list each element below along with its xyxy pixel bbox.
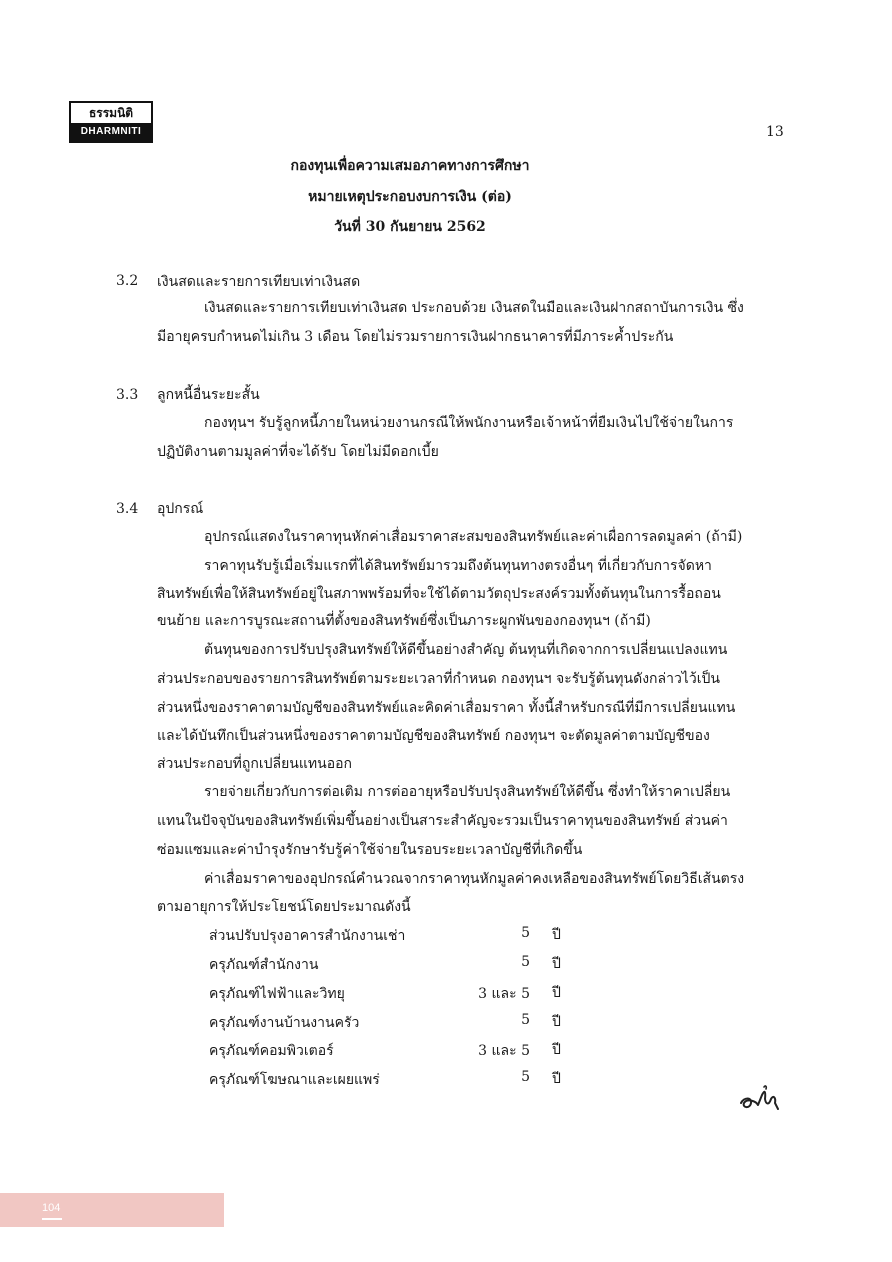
useful-life-years: 5 bbox=[521, 954, 530, 970]
section-number: 3.4 bbox=[116, 501, 139, 517]
paragraph-line: ค่าเสื่อมราคาของอุปกรณ์คำนวณจากราคาทุนหักมูลค่าคงเหลือของสินทรัพย์โดยวิธีเส้นตรง bbox=[204, 871, 745, 887]
asset-name: ครุภัณฑ์คอมพิวเตอร์ bbox=[209, 1043, 334, 1059]
year-unit: ปี bbox=[552, 927, 561, 943]
paragraph-line: ตามอายุการให้ประโยชน์โดยประมาณดังนี้ bbox=[157, 899, 411, 915]
paragraph-line: กองทุนฯ รับรู้ลูกหนี้ภายในหน่วยงานกรณีให้พนักงานหรือเจ้าหน้าที่ยืมเงินไปใช้จ่ายในการ bbox=[204, 415, 734, 431]
year-unit: ปี bbox=[552, 985, 561, 1001]
year-unit: ปี bbox=[552, 1071, 561, 1087]
footer-band bbox=[0, 1193, 224, 1227]
paragraph-line: ต้นทุนของการปรับปรุงสินทรัพย์ให้ดีขึ้นอย่างสำคัญ ต้นทุนที่เกิดจากการเปลี่ยนแปลงแทน bbox=[204, 642, 728, 658]
footer-page-number: 104 bbox=[42, 1202, 61, 1214]
year-unit: ปี bbox=[552, 956, 561, 972]
logo-english-text: DHARMNITI bbox=[71, 123, 151, 141]
paragraph-line: ขนย้าย และการบูรณะสถานที่ตั้งของสินทรัพย์ซึ่งเป็นภาระผูกพันของกองทุนฯ (ถ้ามี) bbox=[157, 613, 651, 629]
paragraph-line: ราคาทุนรับรู้เมื่อเริ่มแรกที่ได้สินทรัพย์มารวมถึงต้นทุนทางตรงอื่นๆ ที่เกี่ยวกับการจัดหา bbox=[204, 558, 712, 574]
document-page-number: 13 bbox=[766, 124, 784, 140]
section-number: 3.3 bbox=[116, 387, 139, 403]
report-title-date: วันที่ 30 กันยายน 2562 bbox=[334, 219, 486, 235]
section-title: เงินสดและรายการเทียบเท่าเงินสด bbox=[157, 274, 361, 290]
signature-initials bbox=[738, 1083, 788, 1113]
useful-life-years: 3 และ 5 bbox=[478, 1043, 530, 1059]
asset-name: ครุภัณฑ์ไฟฟ้าและวิทยุ bbox=[209, 986, 345, 1002]
section-title: ลูกหนี้อื่นระยะสั้น bbox=[157, 387, 260, 403]
report-title-fund: กองทุนเพื่อความเสมอภาคทางการศึกษา bbox=[290, 158, 530, 174]
paragraph-line: ส่วนประกอบของรายการสินทรัพย์ตามระยะเวลาที่กำหนด กองทุนฯ จะรับรู้ต้นทุนดังกล่าวไว้เป็น bbox=[157, 671, 720, 687]
section-title: อุปกรณ์ bbox=[157, 501, 204, 517]
useful-life-years: 3 และ 5 bbox=[478, 986, 530, 1002]
paragraph-line: รายจ่ายเกี่ยวกับการต่อเติม การต่ออายุหรือปรับปรุงสินทรัพย์ให้ดีขึ้น ซึ่งทำให้ราคาเปลี่ยน bbox=[204, 784, 731, 800]
paragraph-line: และได้บันทึกเป็นส่วนหนึ่งของราคาตามบัญชีของสินทรัพย์ กองทุนฯ จะตัดมูลค่าตามบัญชีของ bbox=[157, 728, 710, 744]
paragraph-line: ปฏิบัติงานตามมูลค่าที่จะได้รับ โดยไม่มีดอกเบี้ย bbox=[157, 444, 439, 460]
useful-life-years: 5 bbox=[521, 1012, 530, 1028]
paragraph-line: ส่วนประกอบที่ถูกเปลี่ยนแทนออก bbox=[157, 756, 352, 772]
asset-name: ครุภัณฑ์โฆษณาและเผยแพร่ bbox=[209, 1072, 380, 1088]
year-unit: ปี bbox=[552, 1042, 561, 1058]
footer-underline bbox=[42, 1218, 62, 1220]
dharmniti-logo bbox=[69, 101, 153, 143]
paragraph-line: อุปกรณ์แสดงในราคาทุนหักค่าเสื่อมราคาสะสมของสินทรัพย์และค่าเผื่อการลดมูลค่า (ถ้ามี) bbox=[204, 529, 743, 545]
asset-name: ส่วนปรับปรุงอาคารสำนักงานเช่า bbox=[209, 928, 406, 944]
paragraph-line: เงินสดและรายการเทียบเท่าเงินสด ประกอบด้วย เงินสดในมือและเงินฝากสถาบันการเงิน ซึ่ง bbox=[204, 300, 744, 316]
paragraph-line: แทนในปัจจุบันของสินทรัพย์เพิ่มขึ้นอย่างเป็นสาระสำคัญจะรวมเป็นราคาทุนของสินทรัพย์ ส่วนค่า bbox=[157, 813, 728, 829]
logo-thai-text: ธรรมนิติ bbox=[88, 106, 134, 120]
section-number: 3.2 bbox=[116, 273, 139, 289]
paragraph-line: มีอายุครบกำหนดไม่เกิน 3 เดือน โดยไม่รวมรายการเงินฝากธนาคารที่มีภาระค้ำประกัน bbox=[157, 329, 674, 345]
useful-life-years: 5 bbox=[521, 925, 530, 941]
report-title-notes: หมายเหตุประกอบงบการเงิน (ต่อ) bbox=[308, 189, 512, 205]
paragraph-line: สินทรัพย์เพื่อให้สินทรัพย์อยู่ในสภาพพร้อมที่จะใช้ได้ตามวัตถุประสงค์รวมทั้งต้นทุนในการรื้อถอน bbox=[157, 586, 721, 602]
useful-life-years: 5 bbox=[521, 1069, 530, 1085]
asset-name: ครุภัณฑ์งานบ้านงานครัว bbox=[209, 1015, 360, 1031]
year-unit: ปี bbox=[552, 1014, 561, 1030]
paragraph-line: ซ่อมแซมและค่าบำรุงรักษารับรู้ค่าใช้จ่ายในรอบระยะเวลาบัญชีที่เกิดขึ้น bbox=[157, 842, 583, 858]
asset-name: ครุภัณฑ์สำนักงาน bbox=[209, 957, 319, 973]
paragraph-line: ส่วนหนึ่งของราคาตามบัญชีของสินทรัพย์และคิดค่าเสื่อมราคา ทั้งนี้สำหรับกรณีที่มีการเปลี่ยนแทน bbox=[157, 700, 736, 716]
